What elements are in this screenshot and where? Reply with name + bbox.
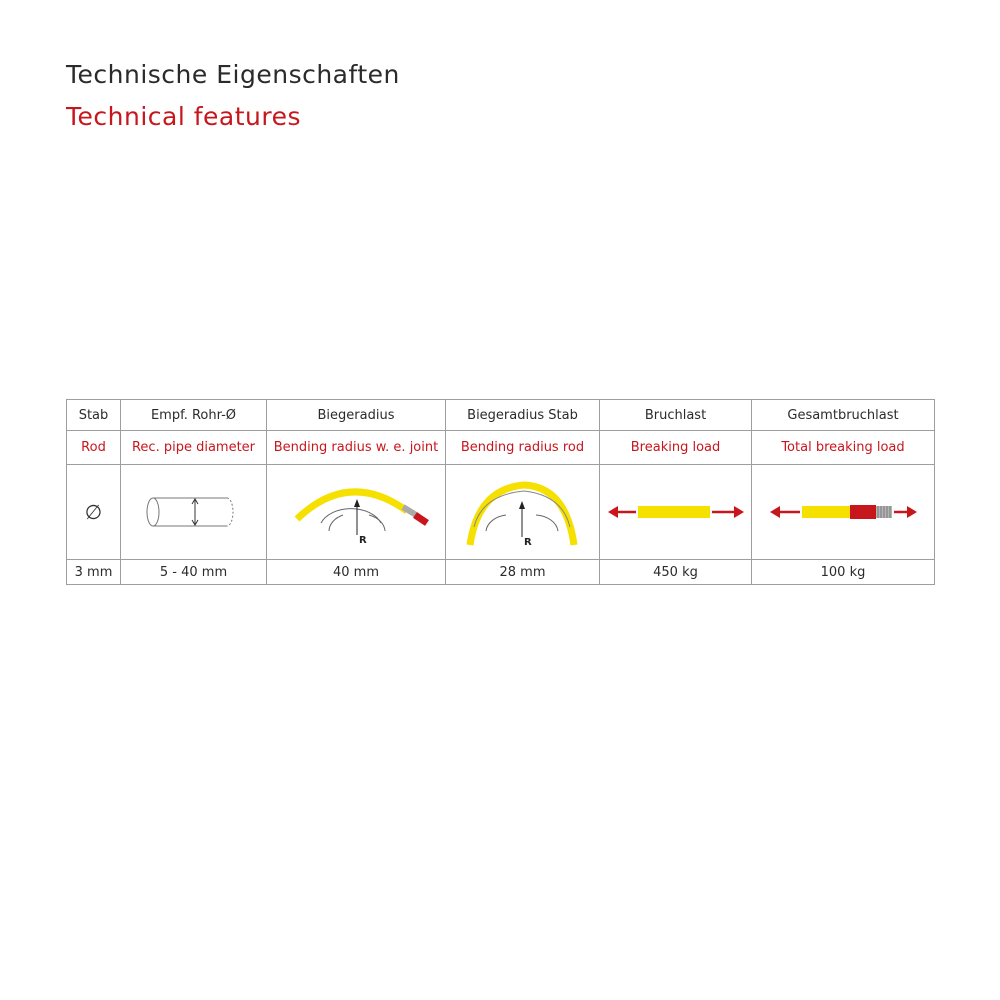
bending-rod-icon bbox=[458, 475, 588, 550]
breaking-load-icon bbox=[606, 492, 746, 532]
total-breaking-load-icon bbox=[768, 492, 918, 532]
bending-rod-with-joint-icon bbox=[281, 475, 431, 550]
value-rod: 3 mm bbox=[67, 560, 121, 585]
title-german: Technische Eigenschaften bbox=[66, 60, 400, 89]
bending-radius-joint-cell bbox=[267, 465, 446, 560]
header-bending-radius-rod-de: Biegeradius Stab bbox=[446, 400, 600, 431]
header-row-german bbox=[67, 400, 935, 431]
specifications-table bbox=[66, 399, 935, 585]
bending-radius-rod-cell bbox=[446, 465, 600, 560]
header-bending-radius-de: Biegeradius bbox=[267, 400, 446, 431]
header-row-english bbox=[67, 431, 935, 465]
value-bending-radius-rod: 28 mm bbox=[446, 560, 600, 585]
value-breaking-load: 450 kg bbox=[600, 560, 752, 585]
header-bending-radius-en: Bending radius w. e. joint bbox=[267, 431, 446, 465]
radius-label: R bbox=[523, 536, 532, 548]
pipe-diameter-icon bbox=[139, 482, 249, 542]
pipe-illustration-cell bbox=[121, 465, 267, 560]
value-pipe-diameter: 5 - 40 mm bbox=[121, 560, 267, 585]
radius-label: R bbox=[359, 534, 367, 546]
header-rod-de: Stab bbox=[67, 400, 121, 431]
header-pipe-diameter-en: Rec. pipe diameter bbox=[121, 431, 267, 465]
value-bending-radius: 40 mm bbox=[267, 560, 446, 585]
value-total-breaking-load: 100 kg bbox=[752, 560, 935, 585]
header-total-breaking-load-en: Total breaking load bbox=[752, 431, 935, 465]
total-breaking-load-cell bbox=[752, 465, 935, 560]
header-pipe-diameter-de: Empf. Rohr-Ø bbox=[121, 400, 267, 431]
title-english: Technical features bbox=[66, 102, 302, 131]
diameter-symbol-cell bbox=[67, 465, 121, 560]
illustration-row bbox=[67, 465, 935, 560]
header-breaking-load-de: Bruchlast bbox=[600, 400, 752, 431]
breaking-load-cell bbox=[600, 465, 752, 560]
header-bending-radius-rod-en: Bending radius rod bbox=[446, 431, 600, 465]
values-row bbox=[67, 560, 935, 585]
header-breaking-load-en: Breaking load bbox=[600, 431, 752, 465]
diameter-icon: ∅ bbox=[84, 500, 103, 524]
header-total-breaking-load-de: Gesamtbruchlast bbox=[752, 400, 935, 431]
header-rod-en: Rod bbox=[67, 431, 121, 465]
